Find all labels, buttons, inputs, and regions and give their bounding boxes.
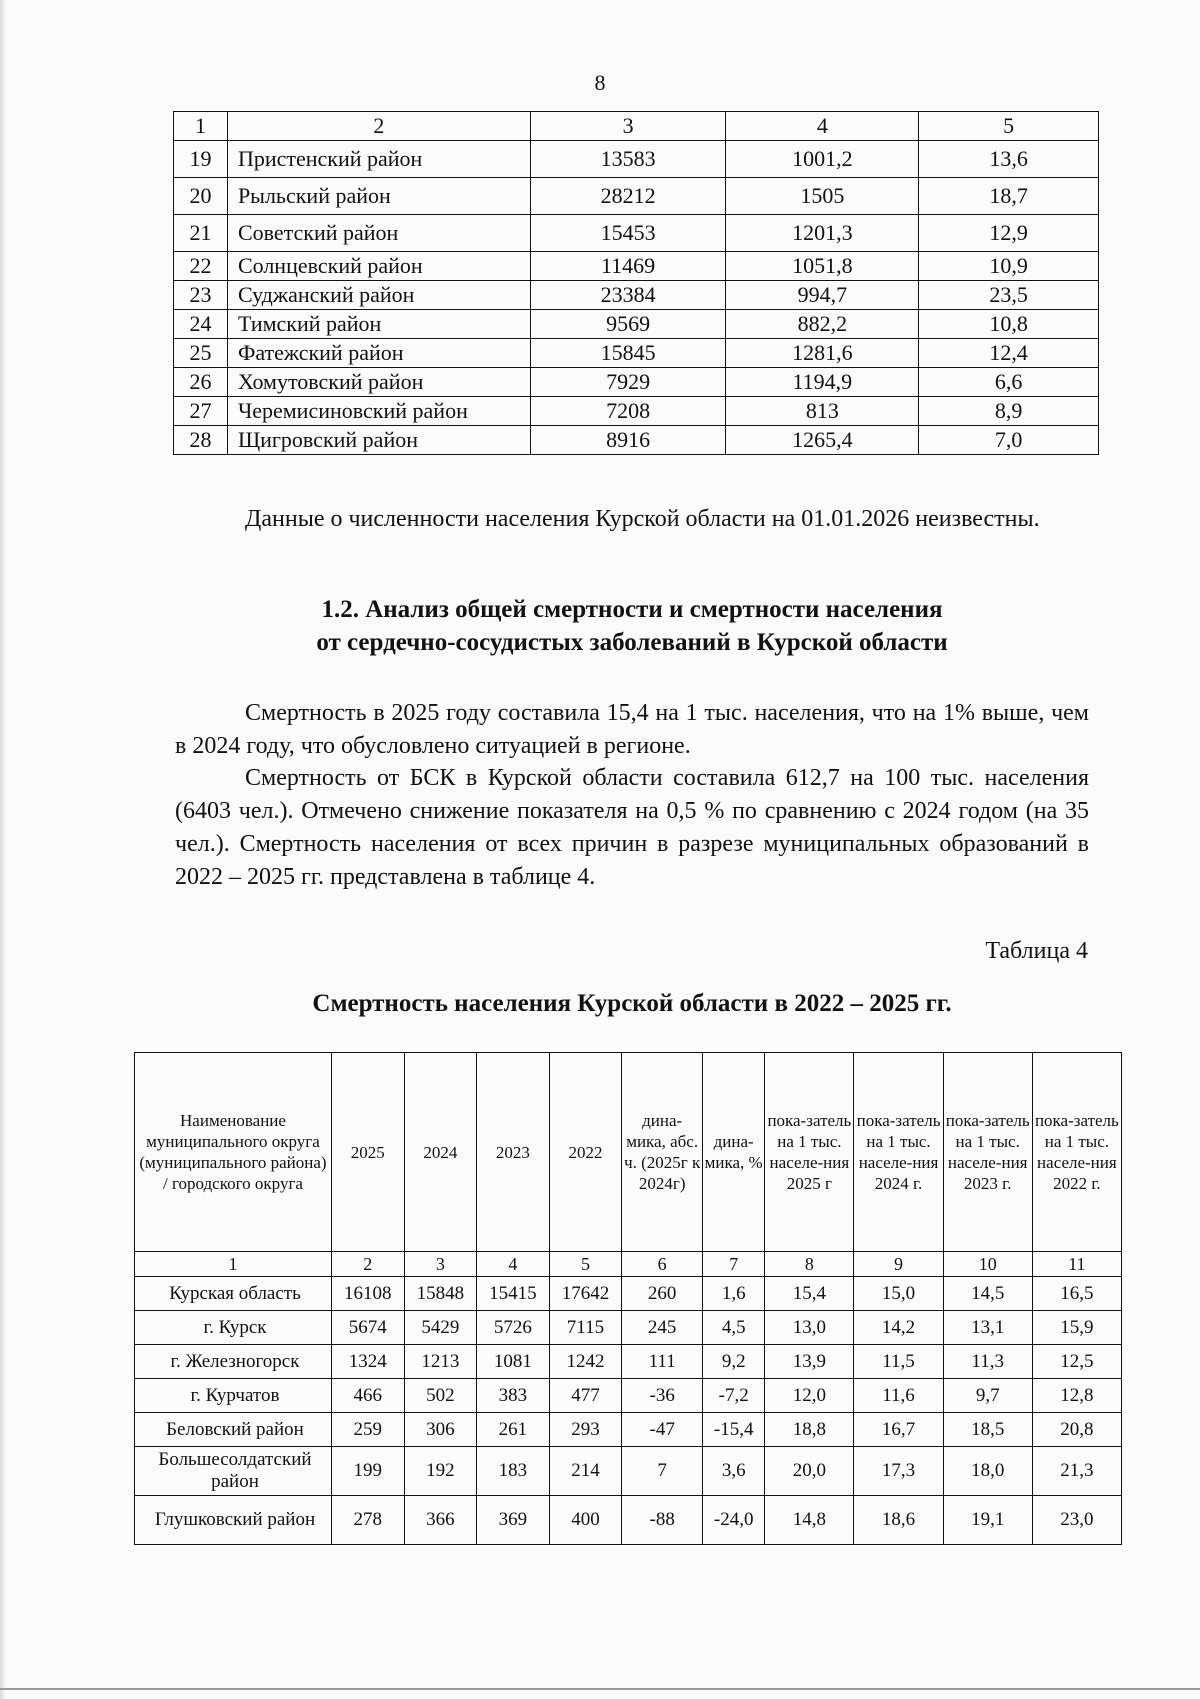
column-number: 8 <box>765 1252 854 1277</box>
cell: 15,0 <box>854 1277 943 1311</box>
cell: 11469 <box>530 252 726 281</box>
column-header: пока-затель на 1 тыс. населе-ния 2025 г <box>765 1053 854 1252</box>
cell: 7208 <box>530 397 726 426</box>
cell: 400 <box>549 1496 622 1545</box>
column-header: дина-мика, % <box>703 1053 765 1252</box>
column-header: Наименование муниципального округа (муниципального района) / городского округа <box>135 1053 332 1252</box>
column-number: 4 <box>477 1252 550 1277</box>
table-row <box>174 310 1099 339</box>
population-text: Данные о численности населения Курской области на 01.01.2026 неизвестны. <box>245 506 1040 532</box>
page-number: 8 <box>594 70 606 95</box>
column-number: 9 <box>854 1252 943 1277</box>
row-number: 20 <box>174 178 228 215</box>
section-heading-line: от сердечно-сосудистых заболеваний в Курской области <box>316 629 948 656</box>
cell: -15,4 <box>703 1413 765 1447</box>
cell: 259 <box>331 1413 404 1447</box>
table-row <box>174 368 1099 397</box>
cell: 23384 <box>530 281 726 310</box>
header-cell: 1 <box>174 112 228 141</box>
cell: 18,5 <box>943 1413 1032 1447</box>
cell: 1242 <box>549 1345 622 1379</box>
cell: 111 <box>622 1345 703 1379</box>
page-edge <box>0 0 6 1699</box>
cell: 18,6 <box>854 1496 943 1545</box>
cell: 10,8 <box>919 310 1099 339</box>
column-number: 7 <box>703 1252 765 1277</box>
cell: 1001,2 <box>726 141 919 178</box>
cell: 1324 <box>331 1345 404 1379</box>
cell: 20,0 <box>765 1447 854 1496</box>
column-header: пока-затель на 1 тыс. населе-ния 2024 г. <box>854 1053 943 1252</box>
cell: 9,7 <box>943 1379 1032 1413</box>
header-cell: 4 <box>726 112 919 141</box>
district-name: Советский район <box>227 215 530 252</box>
cell: 16,7 <box>854 1413 943 1447</box>
table-row <box>174 339 1099 368</box>
column-header: 2023 <box>477 1053 550 1252</box>
cell: 466 <box>331 1379 404 1413</box>
district-name: Пристенский район <box>227 141 530 178</box>
cell: 15415 <box>477 1277 550 1311</box>
cell: 214 <box>549 1447 622 1496</box>
table-header-row <box>174 112 1099 141</box>
table-row <box>135 1277 1122 1311</box>
cell: 1081 <box>477 1345 550 1379</box>
header-cell: 3 <box>530 112 726 141</box>
cell: 1051,8 <box>726 252 919 281</box>
table-row <box>174 426 1099 455</box>
cell: -88 <box>622 1496 703 1545</box>
cell: 17,3 <box>854 1447 943 1496</box>
population-paragraph <box>175 503 1089 536</box>
cell: 7929 <box>530 368 726 397</box>
table-row <box>174 252 1099 281</box>
cell: 18,0 <box>943 1447 1032 1496</box>
cell: -47 <box>622 1413 703 1447</box>
cell: 18,7 <box>919 178 1099 215</box>
district-name: Хомутовский район <box>227 368 530 397</box>
cell: -36 <box>622 1379 703 1413</box>
header-cell: 2 <box>227 112 530 141</box>
district-name: Черемисиновский район <box>227 397 530 426</box>
cell: 16,5 <box>1032 1277 1121 1311</box>
municipality-name: г. Курск <box>135 1311 332 1345</box>
header-cell: 5 <box>919 112 1099 141</box>
column-header: дина-мика, абс. ч. (2025г к 2024г) <box>622 1053 703 1252</box>
cell: 183 <box>477 1447 550 1496</box>
cell: 17642 <box>549 1277 622 1311</box>
cell: 11,3 <box>943 1345 1032 1379</box>
cell: 477 <box>549 1379 622 1413</box>
table-row <box>135 1447 1122 1496</box>
cell: 7 <box>622 1447 703 1496</box>
cell: 21,3 <box>1032 1447 1121 1496</box>
column-number: 3 <box>404 1252 477 1277</box>
district-name: Тимский район <box>227 310 530 339</box>
mortality-paragraph <box>175 697 1089 763</box>
municipality-name: Беловский район <box>135 1413 332 1447</box>
municipality-name: Курская область <box>135 1277 332 1311</box>
cell: 369 <box>477 1496 550 1545</box>
table-row <box>174 178 1099 215</box>
mortality-table <box>134 1052 1122 1545</box>
column-number: 1 <box>135 1252 332 1277</box>
cell: 14,8 <box>765 1496 854 1545</box>
cell: 16108 <box>331 1277 404 1311</box>
cell: 293 <box>549 1413 622 1447</box>
table-row <box>135 1311 1122 1345</box>
cell: 14,5 <box>943 1277 1032 1311</box>
cell: 4,5 <box>703 1311 765 1345</box>
cell: 199 <box>331 1447 404 1496</box>
cell: 5429 <box>404 1311 477 1345</box>
district-name: Суджанский район <box>227 281 530 310</box>
district-name: Солнцевский район <box>227 252 530 281</box>
cell: 12,9 <box>919 215 1099 252</box>
district-name: Рыльский район <box>227 178 530 215</box>
cell: 19,1 <box>943 1496 1032 1545</box>
cell: -24,0 <box>703 1496 765 1545</box>
row-number: 21 <box>174 215 228 252</box>
cell: 1281,6 <box>726 339 919 368</box>
cell: 5726 <box>477 1311 550 1345</box>
cell: 11,5 <box>854 1345 943 1379</box>
table-header-row <box>135 1053 1122 1252</box>
row-number: 27 <box>174 397 228 426</box>
column-header: 2025 <box>331 1053 404 1252</box>
cell: 3,6 <box>703 1447 765 1496</box>
section-heading <box>175 593 1089 659</box>
column-number: 11 <box>1032 1252 1121 1277</box>
cell: 14,2 <box>854 1311 943 1345</box>
table-row <box>135 1413 1122 1447</box>
cell: 10,9 <box>919 252 1099 281</box>
cell: 20,8 <box>1032 1413 1121 1447</box>
table-label: Таблица 4 <box>985 938 1088 964</box>
cell: 994,7 <box>726 281 919 310</box>
cell: 5674 <box>331 1311 404 1345</box>
bsk-mortality-paragraph <box>175 762 1089 894</box>
district-name: Фатежский район <box>227 339 530 368</box>
cell: 278 <box>331 1496 404 1545</box>
cell: 15,4 <box>765 1277 854 1311</box>
cell: 6,6 <box>919 368 1099 397</box>
column-header: пока-затель на 1 тыс. населе-ния 2022 г. <box>1032 1053 1121 1252</box>
cell: 23,5 <box>919 281 1099 310</box>
column-number: 10 <box>943 1252 1032 1277</box>
cell: 13,9 <box>765 1345 854 1379</box>
cell: 28212 <box>530 178 726 215</box>
cell: 9,2 <box>703 1345 765 1379</box>
table-row <box>174 141 1099 178</box>
column-header: 2024 <box>404 1053 477 1252</box>
cell: 192 <box>404 1447 477 1496</box>
cell: 502 <box>404 1379 477 1413</box>
cell: 366 <box>404 1496 477 1545</box>
cell: 15453 <box>530 215 726 252</box>
cell: 1194,9 <box>726 368 919 397</box>
municipality-name: Глушковский район <box>135 1496 332 1545</box>
cell: 7,0 <box>919 426 1099 455</box>
cell: 306 <box>404 1413 477 1447</box>
column-number: 5 <box>549 1252 622 1277</box>
cell: 15845 <box>530 339 726 368</box>
row-number: 19 <box>174 141 228 178</box>
district-name: Щигровский район <box>227 426 530 455</box>
row-number: 22 <box>174 252 228 281</box>
cell: 12,0 <box>765 1379 854 1413</box>
cell: 882,2 <box>726 310 919 339</box>
bsk-mortality-text: Смертность от БСК в Курской области составила 612,7 на 100 тыс. населения (6403 чел.). Отмечено снижение показателя на 0,5 % по сравнению с 2024 годом (на 35 чел.). Смертность населения от всех причин в разрезе муниципальных образований в 2022 – 2025 гг. представлена в таблице 4. <box>175 765 1089 890</box>
cell: 1265,4 <box>726 426 919 455</box>
cell: 18,8 <box>765 1413 854 1447</box>
table-row <box>174 215 1099 252</box>
cell: 8916 <box>530 426 726 455</box>
row-number: 25 <box>174 339 228 368</box>
cell: 1,6 <box>703 1277 765 1311</box>
municipality-name: г. Курчатов <box>135 1379 332 1413</box>
cell: 260 <box>622 1277 703 1311</box>
column-header: 2022 <box>549 1053 622 1252</box>
cell: 261 <box>477 1413 550 1447</box>
cell: 1505 <box>726 178 919 215</box>
cell: 1213 <box>404 1345 477 1379</box>
cell: 23,0 <box>1032 1496 1121 1545</box>
table-row <box>174 397 1099 426</box>
cell: 7115 <box>549 1311 622 1345</box>
cell: 15848 <box>404 1277 477 1311</box>
cell: 8,9 <box>919 397 1099 426</box>
cell: 13,0 <box>765 1311 854 1345</box>
cell: 1201,3 <box>726 215 919 252</box>
cell: 9569 <box>530 310 726 339</box>
column-number: 2 <box>331 1252 404 1277</box>
table-row <box>135 1345 1122 1379</box>
row-number: 28 <box>174 426 228 455</box>
column-number: 6 <box>622 1252 703 1277</box>
cell: 13,1 <box>943 1311 1032 1345</box>
population-table-continuation <box>173 111 1099 455</box>
cell: 12,5 <box>1032 1345 1121 1379</box>
cell: 13583 <box>530 141 726 178</box>
row-number: 23 <box>174 281 228 310</box>
cell: 13,6 <box>919 141 1099 178</box>
cell: 12,4 <box>919 339 1099 368</box>
table-row <box>174 281 1099 310</box>
table-row <box>135 1379 1122 1413</box>
row-number: 24 <box>174 310 228 339</box>
cell: 245 <box>622 1311 703 1345</box>
cell: 12,8 <box>1032 1379 1121 1413</box>
column-header: пока-затель на 1 тыс. населе-ния 2023 г. <box>943 1053 1032 1252</box>
cell: 11,6 <box>854 1379 943 1413</box>
cell: 813 <box>726 397 919 426</box>
cell: 15,9 <box>1032 1311 1121 1345</box>
table-caption: Смертность населения Курской области в 2022 – 2025 гг. <box>312 990 952 1017</box>
table-row <box>135 1496 1122 1545</box>
mortality-text: Смертность в 2025 году составила 15,4 на 1 тыс. населения, что на 1% выше, чем в 2024 году, что обусловлено ситуацией в регионе. <box>175 700 1089 759</box>
page-bottom-edge <box>0 1688 1200 1690</box>
row-number: 26 <box>174 368 228 397</box>
cell: -7,2 <box>703 1379 765 1413</box>
cell: 383 <box>477 1379 550 1413</box>
municipality-name: г. Железногорск <box>135 1345 332 1379</box>
column-number-row <box>135 1252 1122 1277</box>
section-heading-line: 1.2. Анализ общей смертности и смертности населения <box>321 596 943 623</box>
municipality-name: Большесолдатский район <box>135 1447 332 1496</box>
